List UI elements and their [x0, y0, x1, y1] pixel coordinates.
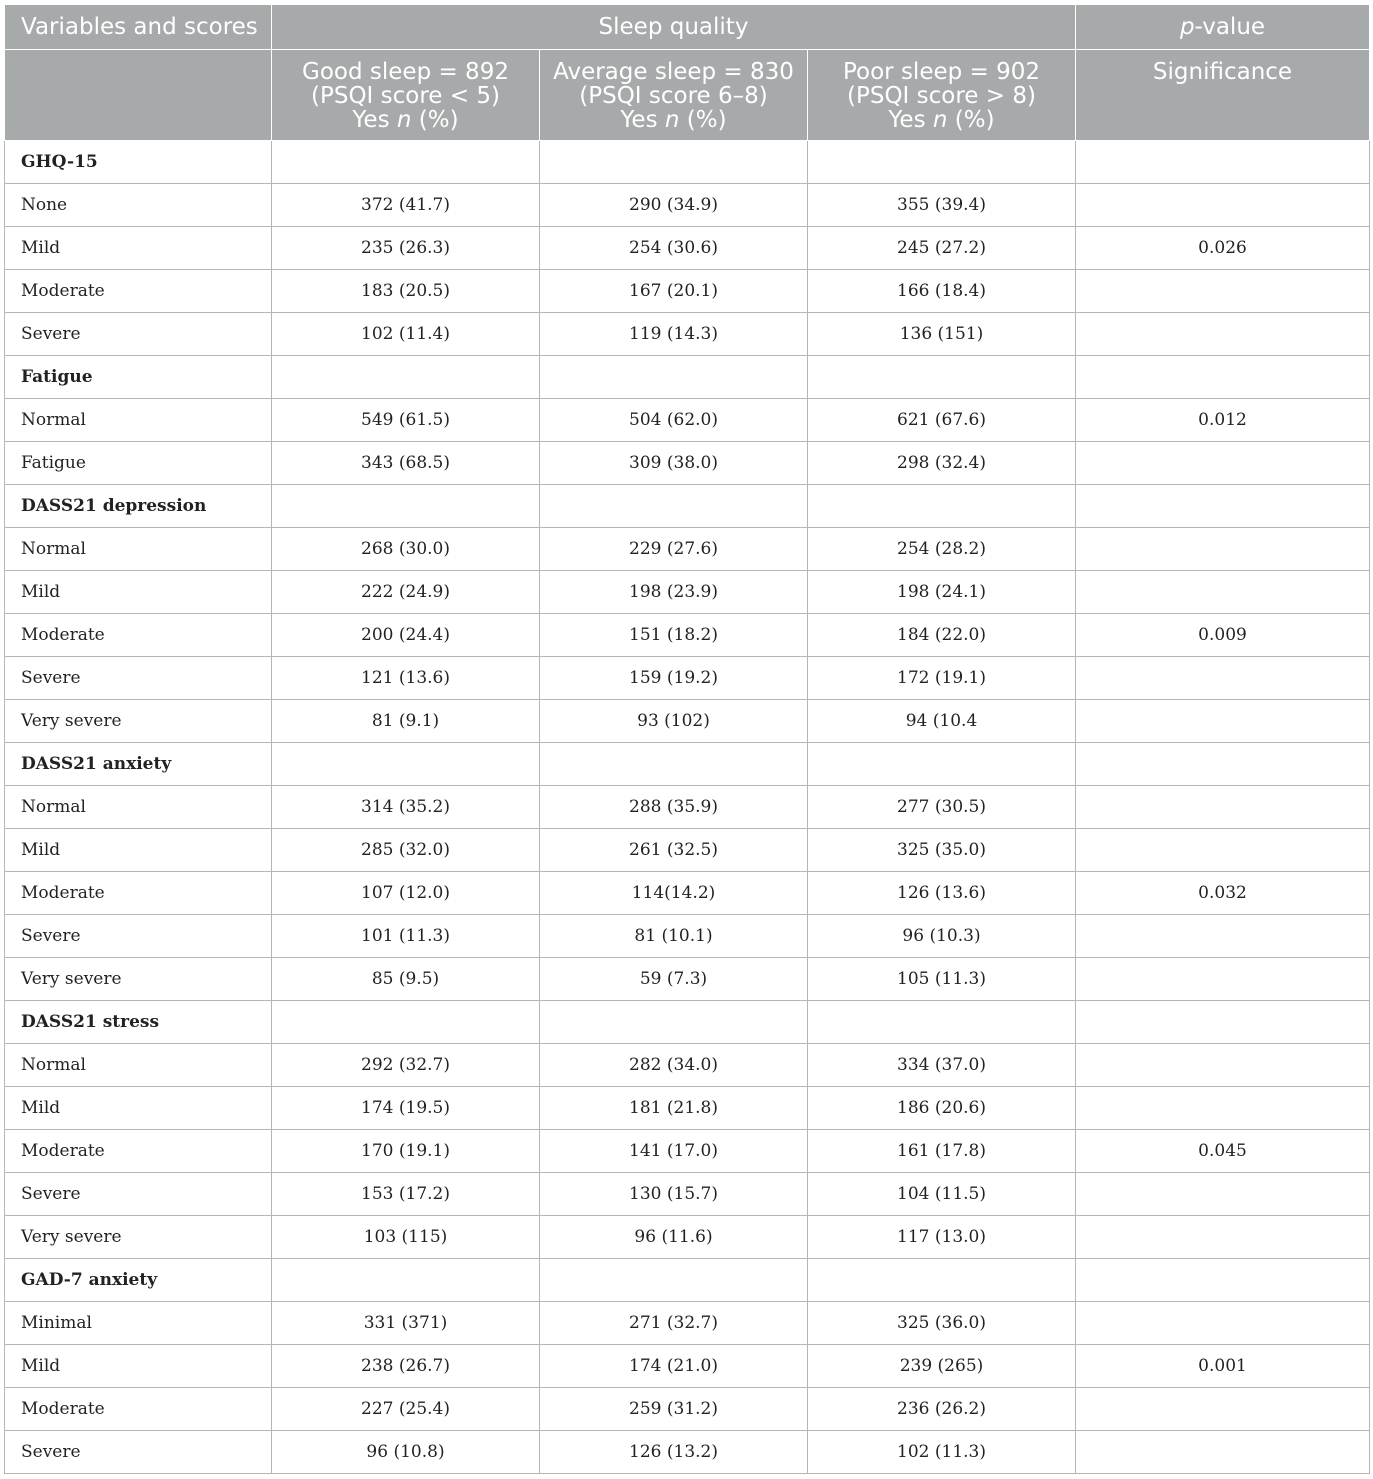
- cell-p: [1076, 571, 1370, 614]
- good-pct: (%): [411, 107, 459, 133]
- cell-avg: 309 (38.0): [540, 442, 808, 485]
- cell-p: [1076, 1173, 1370, 1216]
- cell-avg: 81 (10.1): [540, 915, 808, 958]
- cell-good: [272, 141, 540, 184]
- section-row: [5, 485, 1370, 528]
- cell-poor: 186 (20.6): [808, 1087, 1076, 1130]
- cell-good: 227 (25.4): [272, 1388, 540, 1431]
- cell-good: 101 (11.3): [272, 915, 540, 958]
- cell-avg: 290 (34.9): [540, 184, 808, 227]
- cell-good: 235 (26.3): [272, 227, 540, 270]
- cell-avg: 271 (32.7): [540, 1302, 808, 1345]
- cell-label: Normal: [5, 528, 272, 571]
- cell-poor: 236 (26.2): [808, 1388, 1076, 1431]
- cell-good: 331 (371): [272, 1302, 540, 1345]
- table-body: [5, 141, 1370, 1474]
- cell-p: 0.001: [1076, 1345, 1370, 1388]
- cell-good: 174 (19.5): [272, 1087, 540, 1130]
- cell-label: Severe: [5, 915, 272, 958]
- cell-good: [272, 743, 540, 786]
- cell-good: 170 (19.1): [272, 1130, 540, 1173]
- cell-label: Very severe: [5, 700, 272, 743]
- sleep-quality-table: [4, 4, 1370, 1474]
- cell-p: [1076, 829, 1370, 872]
- header-empty: [5, 50, 272, 141]
- cell-label: Mild: [5, 571, 272, 614]
- cell-avg: [540, 1259, 808, 1302]
- header-average-sleep: [540, 50, 808, 141]
- avg-line2: (PSQI score 6–8): [579, 83, 768, 109]
- cell-good: 343 (68.5): [272, 442, 540, 485]
- cell-good: 96 (10.8): [272, 1431, 540, 1474]
- cell-p: [1076, 141, 1370, 184]
- cell-p: [1076, 1001, 1370, 1044]
- cell-p: [1076, 485, 1370, 528]
- cell-avg: 114(14.2): [540, 872, 808, 915]
- cell-avg: [540, 141, 808, 184]
- cell-p: [1076, 1087, 1370, 1130]
- cell-p: [1076, 1216, 1370, 1259]
- table-row: [5, 872, 1370, 915]
- cell-avg: 130 (15.7): [540, 1173, 808, 1216]
- cell-good: 81 (9.1): [272, 700, 540, 743]
- cell-p: [1076, 356, 1370, 399]
- header-p-rest: -value: [1194, 14, 1266, 40]
- cell-good: 183 (20.5): [272, 270, 540, 313]
- cell-label: Severe: [5, 1431, 272, 1474]
- cell-good: 285 (32.0): [272, 829, 540, 872]
- good-line2: (PSQI score < 5): [311, 83, 500, 109]
- table-row: [5, 528, 1370, 571]
- cell-label: Fatigue: [5, 356, 272, 399]
- cell-avg: 282 (34.0): [540, 1044, 808, 1087]
- cell-p: 0.009: [1076, 614, 1370, 657]
- cell-p: [1076, 700, 1370, 743]
- cell-poor: 172 (19.1): [808, 657, 1076, 700]
- cell-label: Mild: [5, 1345, 272, 1388]
- table-row: [5, 313, 1370, 356]
- cell-avg: 151 (18.2): [540, 614, 808, 657]
- cell-poor: 184 (22.0): [808, 614, 1076, 657]
- section-row: [5, 1259, 1370, 1302]
- cell-avg: 59 (7.3): [540, 958, 808, 1001]
- cell-avg: [540, 1001, 808, 1044]
- table-row: [5, 227, 1370, 270]
- cell-avg: 181 (21.8): [540, 1087, 808, 1130]
- table-row: [5, 399, 1370, 442]
- cell-poor: 117 (13.0): [808, 1216, 1076, 1259]
- header-significance: Significance: [1076, 50, 1370, 141]
- cell-avg: 259 (31.2): [540, 1388, 808, 1431]
- table-row: [5, 958, 1370, 1001]
- cell-good: 292 (32.7): [272, 1044, 540, 1087]
- table-row: [5, 1087, 1370, 1130]
- cell-good: 107 (12.0): [272, 872, 540, 915]
- cell-label: Mild: [5, 829, 272, 872]
- section-row: [5, 141, 1370, 184]
- cell-label: DASS21 anxiety: [5, 743, 272, 786]
- table-header: [5, 5, 1370, 141]
- cell-p: [1076, 313, 1370, 356]
- table-row: [5, 786, 1370, 829]
- cell-p: 0.012: [1076, 399, 1370, 442]
- poor-line3: [808, 108, 1075, 132]
- poor-line1: Poor sleep = 902: [842, 59, 1041, 85]
- cell-avg: 504 (62.0): [540, 399, 808, 442]
- cell-good: 85 (9.5): [272, 958, 540, 1001]
- cell-p: [1076, 1302, 1370, 1345]
- cell-avg: 126 (13.2): [540, 1431, 808, 1474]
- cell-avg: 159 (19.2): [540, 657, 808, 700]
- header-sleep-quality: Sleep quality: [272, 5, 1076, 50]
- cell-label: Moderate: [5, 1130, 272, 1173]
- avg-n: n: [664, 107, 680, 133]
- cell-poor: 325 (35.0): [808, 829, 1076, 872]
- cell-avg: 174 (21.0): [540, 1345, 808, 1388]
- cell-p: [1076, 1388, 1370, 1431]
- cell-good: 268 (30.0): [272, 528, 540, 571]
- poor-pct: (%): [947, 107, 995, 133]
- cell-p: [1076, 743, 1370, 786]
- cell-poor: [808, 1259, 1076, 1302]
- table-row: [5, 184, 1370, 227]
- cell-label: Moderate: [5, 614, 272, 657]
- cell-poor: 166 (18.4): [808, 270, 1076, 313]
- table-row: [5, 571, 1370, 614]
- cell-avg: 119 (14.3): [540, 313, 808, 356]
- cell-poor: 96 (10.3): [808, 915, 1076, 958]
- cell-label: Normal: [5, 1044, 272, 1087]
- cell-label: None: [5, 184, 272, 227]
- cell-avg: 96 (11.6): [540, 1216, 808, 1259]
- cell-good: [272, 1001, 540, 1044]
- cell-poor: 105 (11.3): [808, 958, 1076, 1001]
- cell-avg: 229 (27.6): [540, 528, 808, 571]
- poor-line2: (PSQI score > 8): [847, 83, 1036, 109]
- table-row: [5, 657, 1370, 700]
- avg-pct: (%): [679, 107, 727, 133]
- cell-poor: 325 (36.0): [808, 1302, 1076, 1345]
- header-p-value: [1076, 5, 1370, 50]
- good-line3: [272, 108, 539, 132]
- table-row: [5, 700, 1370, 743]
- cell-good: 200 (24.4): [272, 614, 540, 657]
- cell-label: Mild: [5, 227, 272, 270]
- cell-poor: 334 (37.0): [808, 1044, 1076, 1087]
- cell-label: Very severe: [5, 958, 272, 1001]
- table-row: [5, 1345, 1370, 1388]
- table-row: [5, 915, 1370, 958]
- cell-avg: [540, 485, 808, 528]
- cell-poor: 298 (32.4): [808, 442, 1076, 485]
- cell-label: Minimal: [5, 1302, 272, 1345]
- cell-p: [1076, 442, 1370, 485]
- section-row: [5, 356, 1370, 399]
- cell-label: Moderate: [5, 1388, 272, 1431]
- cell-poor: 94 (10.4: [808, 700, 1076, 743]
- cell-label: GHQ-15: [5, 141, 272, 184]
- cell-good: 103 (115): [272, 1216, 540, 1259]
- cell-poor: 126 (13.6): [808, 872, 1076, 915]
- cell-p: [1076, 1259, 1370, 1302]
- cell-label: Moderate: [5, 270, 272, 313]
- good-line1: Good sleep = 892: [302, 59, 509, 85]
- cell-good: 121 (13.6): [272, 657, 540, 700]
- header-row-1: [5, 5, 1370, 50]
- avg-line3: [540, 108, 807, 132]
- good-yes: Yes: [352, 107, 397, 133]
- cell-good: 238 (26.7): [272, 1345, 540, 1388]
- table-row: [5, 1130, 1370, 1173]
- cell-avg: 261 (32.5): [540, 829, 808, 872]
- cell-p: [1076, 1431, 1370, 1474]
- cell-avg: 254 (30.6): [540, 227, 808, 270]
- cell-poor: 161 (17.8): [808, 1130, 1076, 1173]
- table-row: [5, 1173, 1370, 1216]
- cell-p: 0.032: [1076, 872, 1370, 915]
- cell-good: 222 (24.9): [272, 571, 540, 614]
- header-p-italic: p: [1179, 14, 1195, 40]
- avg-yes: Yes: [620, 107, 665, 133]
- table-row: [5, 1388, 1370, 1431]
- table-row: [5, 442, 1370, 485]
- cell-label: Very severe: [5, 1216, 272, 1259]
- cell-poor: 254 (28.2): [808, 528, 1076, 571]
- cell-p: 0.045: [1076, 1130, 1370, 1173]
- header-poor-sleep: [808, 50, 1076, 141]
- cell-label: Normal: [5, 399, 272, 442]
- cell-good: [272, 485, 540, 528]
- cell-label: Mild: [5, 1087, 272, 1130]
- cell-good: 102 (11.4): [272, 313, 540, 356]
- cell-good: 153 (17.2): [272, 1173, 540, 1216]
- avg-line1: Average sleep = 830: [553, 59, 794, 85]
- cell-poor: [808, 1001, 1076, 1044]
- cell-p: [1076, 184, 1370, 227]
- cell-avg: 141 (17.0): [540, 1130, 808, 1173]
- poor-n: n: [932, 107, 948, 133]
- cell-p: [1076, 657, 1370, 700]
- cell-good: 372 (41.7): [272, 184, 540, 227]
- header-good-sleep: [272, 50, 540, 141]
- cell-label: Severe: [5, 1173, 272, 1216]
- cell-poor: 104 (11.5): [808, 1173, 1076, 1216]
- header-variables: Variables and scores: [5, 5, 272, 50]
- good-n: n: [396, 107, 412, 133]
- cell-p: [1076, 786, 1370, 829]
- table-row: [5, 1431, 1370, 1474]
- cell-p: [1076, 270, 1370, 313]
- cell-label: DASS21 depression: [5, 485, 272, 528]
- cell-good: [272, 356, 540, 399]
- cell-label: Moderate: [5, 872, 272, 915]
- cell-poor: 198 (24.1): [808, 571, 1076, 614]
- cell-avg: 198 (23.9): [540, 571, 808, 614]
- table-row: [5, 1302, 1370, 1345]
- cell-poor: 136 (151): [808, 313, 1076, 356]
- table-row: [5, 614, 1370, 657]
- cell-p: [1076, 1044, 1370, 1087]
- cell-good: [272, 1259, 540, 1302]
- cell-poor: 621 (67.6): [808, 399, 1076, 442]
- cell-p: [1076, 915, 1370, 958]
- section-row: [5, 743, 1370, 786]
- cell-label: Severe: [5, 313, 272, 356]
- cell-label: DASS21 stress: [5, 1001, 272, 1044]
- poor-yes: Yes: [888, 107, 933, 133]
- cell-poor: [808, 141, 1076, 184]
- cell-good: 314 (35.2): [272, 786, 540, 829]
- cell-poor: 277 (30.5): [808, 786, 1076, 829]
- cell-poor: 239 (265): [808, 1345, 1076, 1388]
- table-row: [5, 1216, 1370, 1259]
- table-row: [5, 270, 1370, 313]
- header-row-2: [5, 50, 1370, 141]
- cell-p: [1076, 958, 1370, 1001]
- table-row: [5, 829, 1370, 872]
- cell-good: 549 (61.5): [272, 399, 540, 442]
- cell-poor: [808, 485, 1076, 528]
- cell-label: Fatigue: [5, 442, 272, 485]
- cell-p: 0.026: [1076, 227, 1370, 270]
- cell-poor: 245 (27.2): [808, 227, 1076, 270]
- cell-poor: [808, 356, 1076, 399]
- cell-avg: 288 (35.9): [540, 786, 808, 829]
- cell-poor: 355 (39.4): [808, 184, 1076, 227]
- cell-avg: 167 (20.1): [540, 270, 808, 313]
- table-row: [5, 1044, 1370, 1087]
- cell-poor: [808, 743, 1076, 786]
- cell-p: [1076, 528, 1370, 571]
- cell-label: Severe: [5, 657, 272, 700]
- cell-label: GAD-7 anxiety: [5, 1259, 272, 1302]
- cell-avg: 93 (102): [540, 700, 808, 743]
- cell-label: Normal: [5, 786, 272, 829]
- section-row: [5, 1001, 1370, 1044]
- cell-poor: 102 (11.3): [808, 1431, 1076, 1474]
- cell-avg: [540, 356, 808, 399]
- cell-avg: [540, 743, 808, 786]
